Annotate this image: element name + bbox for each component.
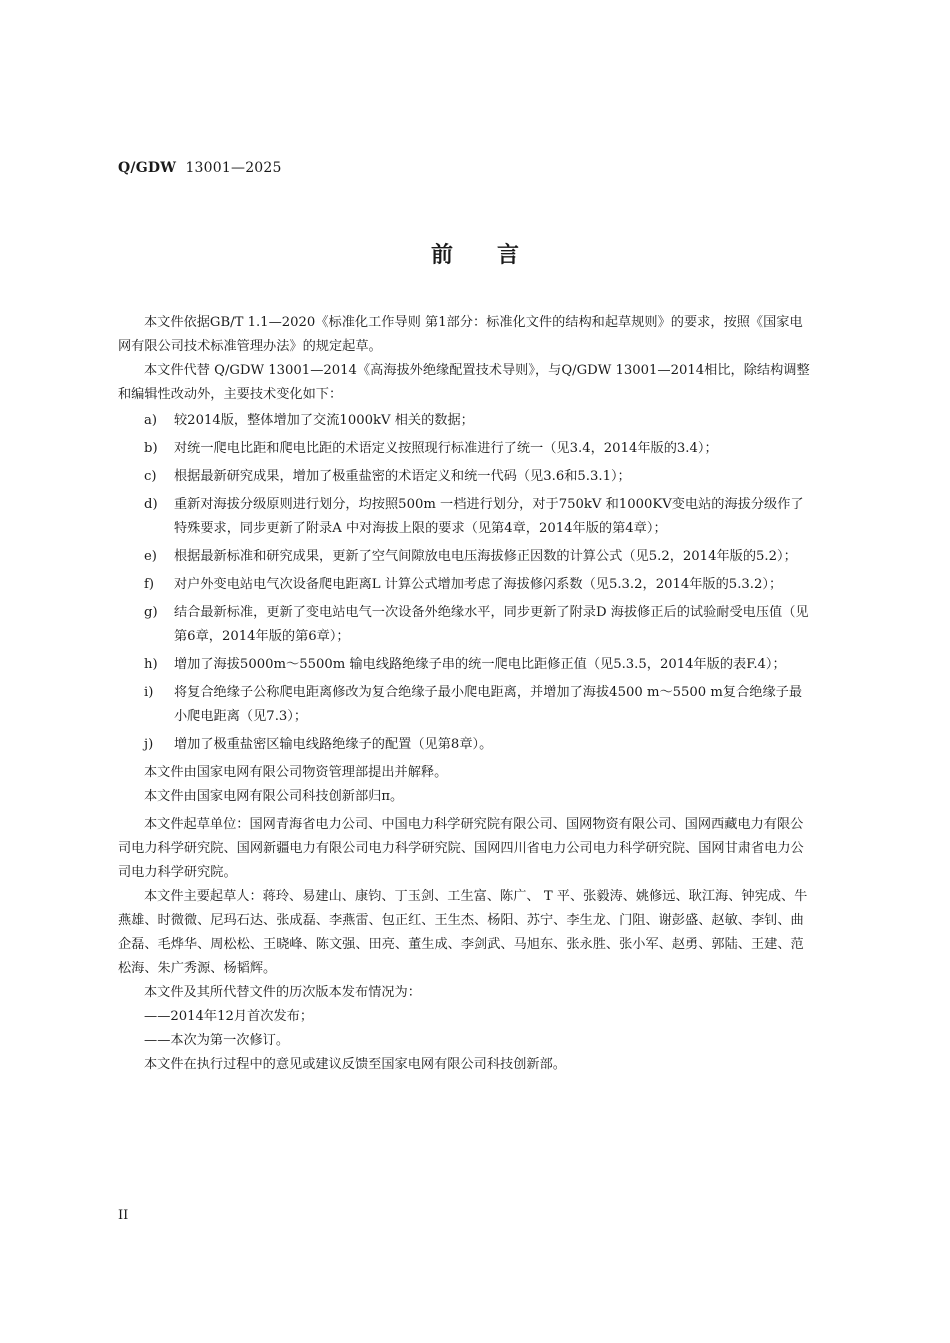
list-item (118, 653, 814, 677)
list-item (118, 409, 814, 433)
paragraph-feedback: 本文件在执行过程中的意见或建议反馈至国家电网有限公司科技创新部。 (144, 1057, 566, 1072)
code-prefix: Q/GDW (118, 160, 177, 176)
paragraph-centralized: 本文件由国家电网有限公司科技创新部归π。 (144, 789, 404, 804)
paragraph-basis: 本文件依据GB/T 1.1—2020《标准化工作导则 第1部分：标准化文件的结构和起草规则》的要求，按照《国家电网有限公司技术标准管理办法》的规定起草。 (118, 315, 803, 354)
change-list (118, 409, 814, 757)
list-item-text: 重新对海拔分级原则进行划分，均按照500m 一档进行划分，对于750kV 和1000KV变电站的海拔分级作了特殊要求，同步更新了附录A 中对海拔上限的要求（见第4章，2014年版的第4章）； (174, 497, 804, 536)
list-item-text: 将复合绝缘子公称爬电距离修改为复合绝缘子最小爬电距离，并增加了海拔4500 m～5500 m复合绝缘子最小爬电距离（见7.3）； (174, 685, 803, 724)
list-item (118, 573, 814, 597)
list-item (118, 681, 814, 729)
paragraph-replaces: 本文件代替 Q/GDW 13001—2014《高海拔外绝缘配置技术导则》，与Q/GDW 13001—2014相比，除结构调整和编辑性改动外，主要技术变化如下： (118, 363, 810, 402)
list-item-label: f) (144, 577, 155, 592)
list-item-label: h) (144, 657, 158, 672)
list-item-label: g) (144, 605, 158, 620)
list-item-text: 对户外变电站电气次设备爬电距离L 计算公式增加考虑了海拔修闪系数（见5.3.2，2014年版的5.3.2）； (174, 577, 783, 592)
list-item-text: 增加了海拔5000m～5500m 输电线路绝缘子串的统一爬电比距修正值（见5.3.5，2014年版的表F.4）； (174, 657, 786, 672)
list-item-text: 结合最新标准，更新了变电站电气一次设备外绝缘水平，同步更新了附录D 海拔修正后的试验耐受电压值（见第6章，2014年版的第6章）； (174, 605, 809, 644)
list-item (118, 601, 814, 649)
list-item-label: e) (144, 549, 157, 564)
history-item: ——本次为第一次修订。 (144, 1033, 290, 1048)
page-number: II (118, 1208, 129, 1223)
paragraph-drafting-units: 本文件起草单位：国网青海省电力公司、中国电力科学研究院有限公司、国网物资有限公司、国网西藏电力有限公司电力科学研究院、国网新疆电力有限公司电力科学研究院、国网四川省电力公司电力科学研究院、国网甘肃省电力公司电力科学研究院。 (118, 817, 804, 880)
list-item (118, 733, 814, 757)
list-item-text: 较2014版，整体增加了交流1000kV 相关的数据； (174, 413, 474, 428)
list-item-text: 对统一爬电比距和爬电比距的术语定义按照现行标准进行了统一（见3.4，2014年版的3.4）； (174, 441, 718, 456)
list-item-text: 增加了极重盐密区输电线路绝缘子的配置（见第8章）。 (174, 737, 493, 752)
list-item-label: b) (144, 441, 158, 456)
list-item-text: 根据最新研究成果，增加了极重盐密的术语定义和统一代码（见3.6和5.3.1）； (174, 469, 631, 484)
paragraph-history-intro: 本文件及其所代替文件的历次版本发布情况为： (144, 985, 421, 1000)
history-item: ——2014年12月首次发布； (144, 1009, 314, 1024)
list-item-label: a) (144, 413, 158, 428)
code-number: 13001—2025 (185, 160, 282, 176)
document-body (118, 311, 814, 1077)
document-code (118, 160, 282, 176)
list-item-text: 根据最新标准和研究成果，更新了空气间隙放电电压海拔修正因数的计算公式（见5.2，2014年版的5.2）； (174, 549, 797, 564)
list-item-label: j) (144, 737, 154, 752)
list-item (118, 437, 814, 461)
list-item (118, 545, 814, 569)
page-title: 前言 (430, 243, 563, 268)
list-item-label: d) (144, 497, 158, 512)
list-item (118, 465, 814, 489)
paragraph-proposer: 本文件由国家电网有限公司物资管理部提出并解释。 (144, 765, 448, 780)
list-item-label: i) (144, 685, 154, 700)
paragraph-drafters: 本文件主要起草人：蒋玲、易建山、康钧、丁玉剑、工生富、陈广、 T 平、张毅涛、姚修远、耿江海、钟宪成、牛燕雄、时微微、尼玛石达、张成磊、李燕雷、包正红、王生杰、杨阳、苏宁、李生龙、门阻、谢彭盛、赵敏、李钊、曲企磊、毛烨华、周松松、王晓峰、陈文强、田亮、董生成、李剑武、马旭东、张永胜、张小军、赵勇、郭陆、王建、范松海、朱广秀源、杨韬辉。 (118, 889, 808, 976)
list-item (118, 493, 814, 541)
list-item-label: c) (144, 469, 157, 484)
